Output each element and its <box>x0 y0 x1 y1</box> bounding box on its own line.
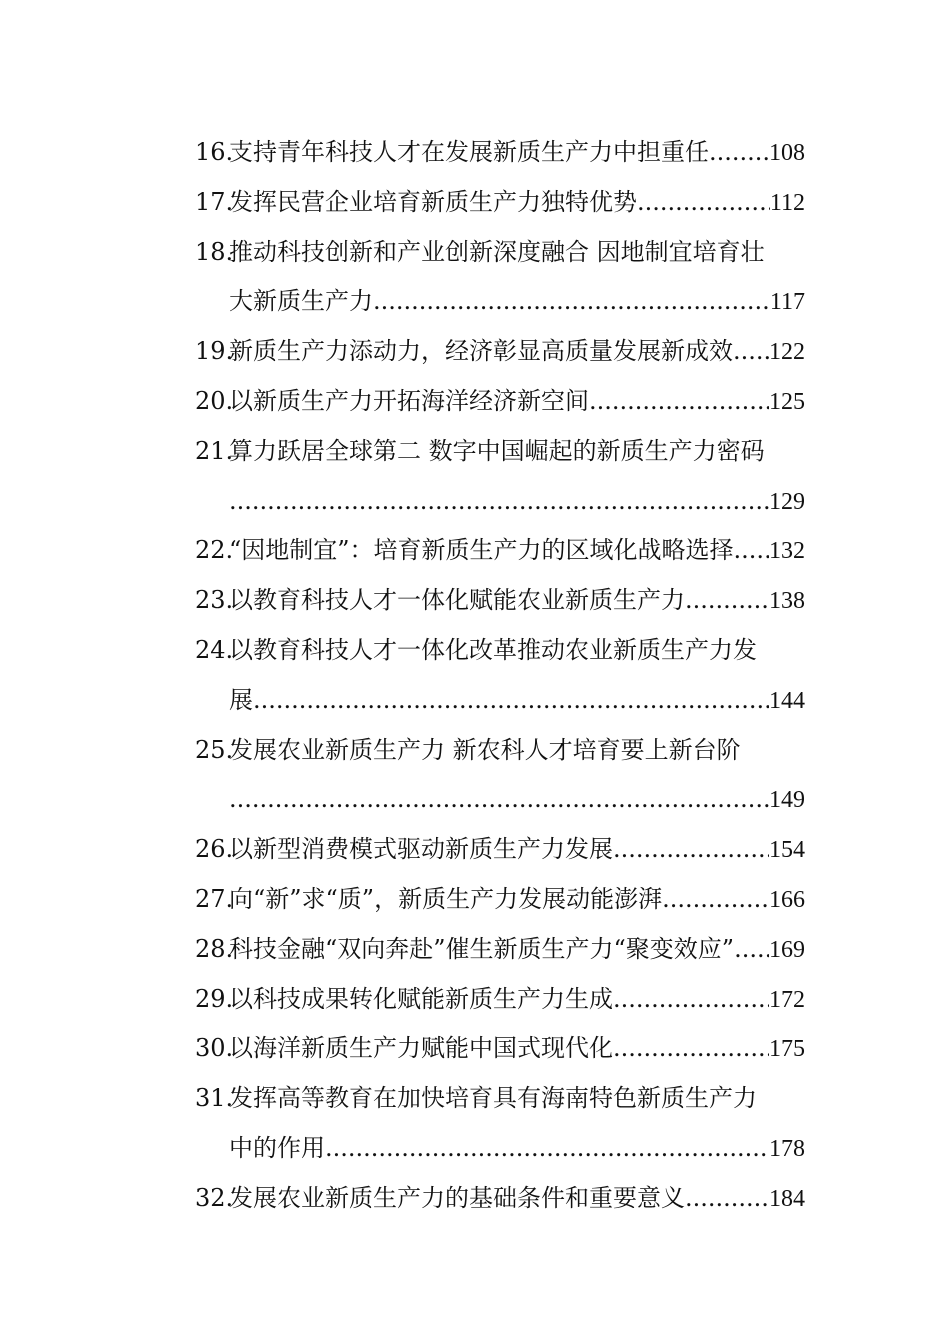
toc-entry-line[interactable] <box>195 1024 805 1074</box>
toc-entry-line[interactable] <box>195 128 805 178</box>
toc-dot-leader <box>613 825 769 875</box>
toc-entry-line[interactable] <box>195 228 805 278</box>
toc-entry-line[interactable] <box>195 327 805 377</box>
toc-entry-line[interactable] <box>195 975 805 1025</box>
toc-page-number: 132 <box>769 538 805 565</box>
toc-entry-line[interactable] <box>195 277 805 327</box>
toc-page-number: 108 <box>769 140 805 166</box>
toc-entry-number: 28. <box>195 934 234 963</box>
toc-entry-title: 算力跃居全球第二 数字中国崛起的新质生产力密码 <box>229 436 765 465</box>
toc-page-number: 125 <box>769 388 805 415</box>
toc-entry-title: 科技金融“双向奔赴”催生新质生产力“聚变效应” <box>229 934 735 963</box>
toc-page-number: 172 <box>769 986 805 1013</box>
toc-entry-line[interactable] <box>195 925 805 975</box>
toc-entry-title: 以教育科技人才一体化改革推动农业新质生产力发 <box>229 635 757 664</box>
toc-entry-title: 发展农业新质生产力 新农科人才培育要上新台阶 <box>229 735 741 764</box>
toc-dot-leader <box>685 576 769 626</box>
toc-entry-number: 25. <box>195 735 234 764</box>
toc-page-number: 175 <box>769 1036 805 1063</box>
toc-entry-line[interactable] <box>195 576 805 626</box>
toc-page-number: 169 <box>769 936 805 963</box>
toc-entry-line[interactable] <box>195 526 805 576</box>
toc-dot-leader <box>229 477 769 527</box>
toc-entry-title: “因地制宜”：培育新质生产力的区域化战略选择 <box>229 536 734 565</box>
toc-page-number: 122 <box>769 339 805 366</box>
toc-page-number: 138 <box>769 588 805 615</box>
toc-page-number: 154 <box>769 837 805 864</box>
toc-entry-number: 18. <box>195 237 234 266</box>
toc-page-number: 184 <box>769 1185 805 1212</box>
toc-entry-number: 29. <box>195 984 234 1013</box>
toc-entry-title: 以新型消费模式驱动新质生产力发展 <box>229 835 613 864</box>
toc-entry-number: 24. <box>195 635 234 664</box>
toc-entry-number: 23. <box>195 586 234 615</box>
toc-entry-number: 30. <box>195 1034 234 1063</box>
toc-dot-leader <box>734 526 769 576</box>
toc-entry-number: 20. <box>195 386 234 415</box>
toc-entry-line[interactable] <box>195 626 805 676</box>
toc-page-number: 166 <box>769 886 805 913</box>
toc-entry-number: 22. <box>195 536 234 565</box>
toc-entry-line[interactable] <box>195 875 805 925</box>
toc-entry-line[interactable] <box>195 825 805 875</box>
toc-entry-title: 向“新”求“质”，新质生产力发展动能澎湃 <box>229 884 663 913</box>
toc-dot-leader <box>613 1024 769 1074</box>
toc-entry-line[interactable] <box>195 477 805 527</box>
toc-entry-number: 26. <box>195 835 234 864</box>
toc-page-number: 117 <box>769 289 805 316</box>
toc-entry-number: 21. <box>195 436 234 465</box>
toc-entry-line[interactable] <box>195 1074 805 1124</box>
toc-entry-title: 新质生产力添动力，经济彰显高质量发展新成效 <box>229 337 733 366</box>
toc-page-number: 149 <box>769 787 805 814</box>
toc-entry-title: 大新质生产力 <box>229 287 373 316</box>
toc-dot-leader <box>325 1124 769 1174</box>
toc-entry-number: 27. <box>195 884 234 913</box>
toc-page-number: 112 <box>769 189 805 216</box>
toc-entry-title: 以科技成果转化赋能新质生产力生成 <box>229 984 613 1013</box>
toc-entry-line[interactable] <box>195 1174 805 1224</box>
toc-entry-number: 32. <box>195 1183 234 1212</box>
toc-dot-leader <box>733 327 769 377</box>
toc-entry-line[interactable] <box>195 427 805 477</box>
toc-dot-leader <box>662 875 769 925</box>
toc-entry-title: 以海洋新质生产力赋能中国式现代化 <box>229 1034 613 1063</box>
toc-dot-leader <box>229 775 769 825</box>
toc-page-number: 129 <box>769 488 805 515</box>
toc-entry-number: 17. <box>195 187 234 216</box>
toc-dot-leader <box>685 1174 769 1224</box>
toc-dot-leader <box>589 377 769 427</box>
toc-entry-title: 展 <box>229 685 253 714</box>
toc-entry-title: 中的作用 <box>229 1133 325 1162</box>
toc-dot-leader <box>373 277 770 327</box>
toc-entry-number: 19. <box>195 337 234 366</box>
toc-entry-title: 发挥高等教育在加快培育具有海南特色新质生产力 <box>229 1084 757 1113</box>
toc-dot-leader <box>253 676 769 726</box>
toc-entry-number: 16. <box>195 138 234 166</box>
table-of-contents <box>195 128 805 1224</box>
toc-entry-line[interactable] <box>195 676 805 726</box>
toc-dot-leader <box>734 925 769 975</box>
toc-entry-line[interactable] <box>195 726 805 776</box>
toc-entry-title: 发挥民营企业培育新质生产力独特优势 <box>229 187 637 216</box>
toc-dot-leader <box>613 975 769 1025</box>
toc-dot-leader <box>709 128 769 178</box>
toc-entry-title: 以新质生产力开拓海洋经济新空间 <box>229 386 589 415</box>
toc-entry-line[interactable] <box>195 1124 805 1174</box>
toc-entry-title: 以教育科技人才一体化赋能农业新质生产力 <box>229 586 685 615</box>
toc-entry-line[interactable] <box>195 377 805 427</box>
toc-entry-title: 支持青年科技人才在发展新质生产力中担重任 <box>229 138 709 166</box>
toc-entry-line[interactable] <box>195 178 805 228</box>
toc-page-number: 178 <box>769 1135 805 1162</box>
toc-page-number: 144 <box>769 687 805 714</box>
toc-entry-title: 推动科技创新和产业创新深度融合 因地制宜培育壮 <box>229 237 765 266</box>
toc-entry-title: 发展农业新质生产力的基础条件和重要意义 <box>229 1183 685 1212</box>
toc-entry-line[interactable] <box>195 775 805 825</box>
toc-dot-leader <box>637 178 770 228</box>
toc-entry-number: 31. <box>195 1084 234 1113</box>
